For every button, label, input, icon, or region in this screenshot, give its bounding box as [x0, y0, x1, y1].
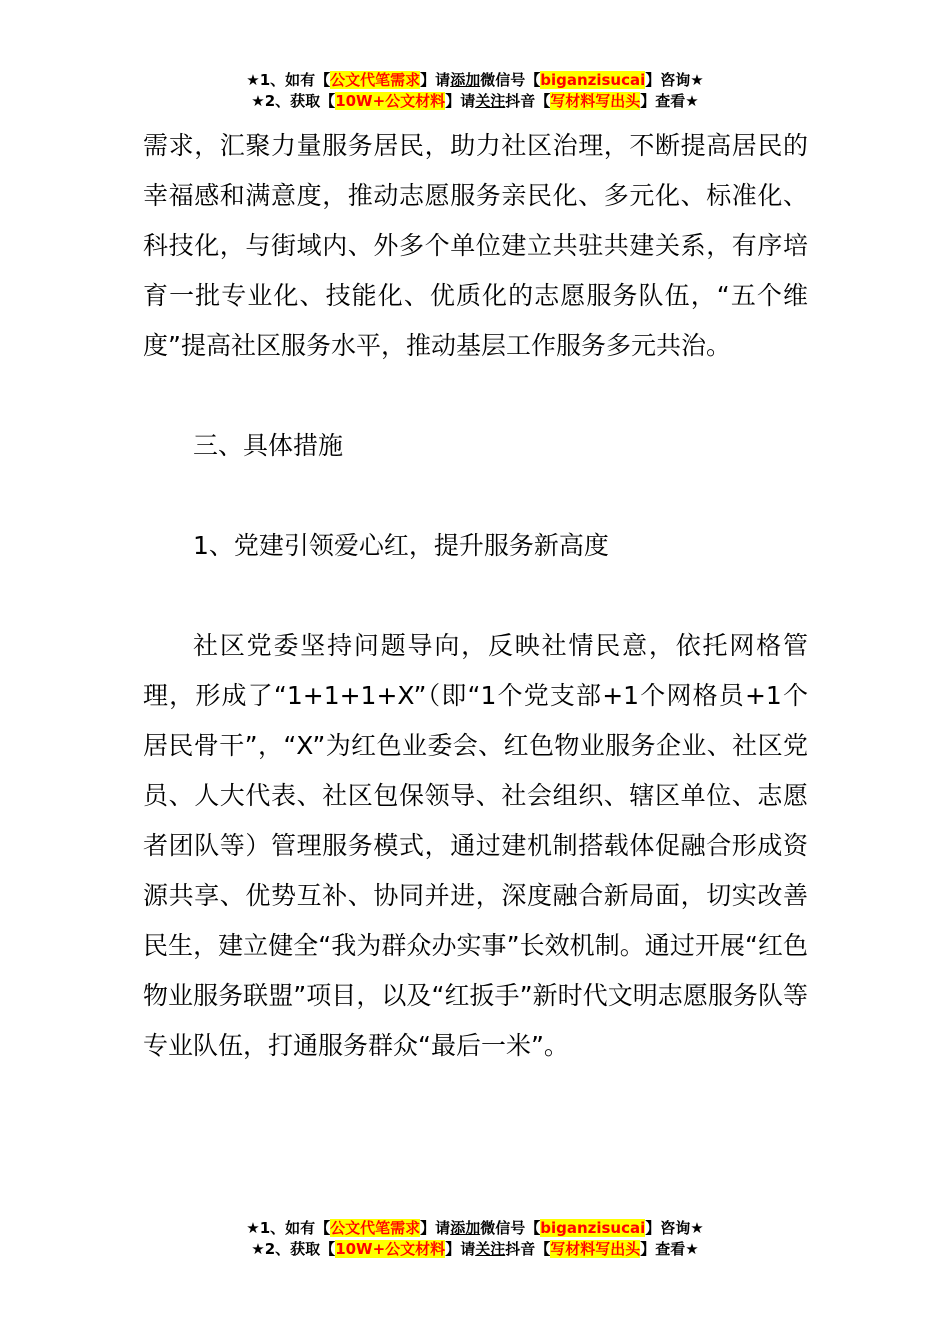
promo-highlight-materials: 10W+公文材料 [335, 1240, 446, 1258]
paragraph-continued: 需求，汇聚力量服务居民，助力社区治理，不断提高居民的幸福感和满意度，推动志愿服务亲民化、多元化、标准化、科技化，与街域内、外多个单位建立共驻共建关系，有序培育一批专业化、技能化、优质化的志愿服务队伍，“五个维度”提高社区服务水平，推动基层工作服务多元共治。 [143, 131, 808, 360]
blank-line [143, 571, 808, 621]
header-promo [0, 70, 950, 112]
promo-text: ★1、如有【 [246, 71, 331, 89]
promo-underline-add: 添加 [450, 71, 481, 89]
promo-highlight-wechat-id: biganzisucai [540, 71, 646, 89]
promo-text: 抖音【 [505, 1240, 551, 1258]
promo-text: 抖音【 [505, 92, 551, 110]
promo-underline-follow: 关注 [475, 1240, 506, 1258]
promo-text: ★2、获取【 [251, 1240, 336, 1258]
section-heading: 三、具体措施 [193, 431, 344, 460]
promo-highlight-douyin-account: 写材料写出头 [550, 1240, 641, 1258]
footer-promo-line-1 [0, 1218, 950, 1239]
promo-text: ★1、如有【 [246, 1219, 331, 1237]
promo-highlight-materials: 10W+公文材料 [335, 92, 446, 110]
subheading: 1、党建引领爱心红，提升服务新高度 [193, 531, 609, 560]
promo-text: 】查看★ [640, 1240, 699, 1258]
promo-text: 微信号【 [480, 71, 541, 89]
blank-line [143, 471, 808, 521]
footer-promo [0, 1218, 950, 1260]
promo-text: 】请 [420, 1219, 451, 1237]
promo-highlight-service: 公文代笔需求 [330, 1219, 421, 1237]
promo-underline-follow: 关注 [475, 92, 506, 110]
promo-text: 微信号【 [480, 1219, 541, 1237]
promo-text: 】咨询★ [645, 1219, 704, 1237]
promo-text: 】请 [445, 1240, 476, 1258]
promo-text: 】请 [445, 92, 476, 110]
promo-text: 】查看★ [640, 92, 699, 110]
blank-line [143, 371, 808, 421]
footer-promo-line-2 [0, 1239, 950, 1260]
promo-underline-add: 添加 [450, 1219, 481, 1237]
promo-text: ★2、获取【 [251, 92, 336, 110]
promo-text: 】咨询★ [645, 71, 704, 89]
header-promo-line-1 [0, 70, 950, 91]
document-body [143, 121, 808, 1071]
promo-text: 】请 [420, 71, 451, 89]
promo-highlight-service: 公文代笔需求 [330, 71, 421, 89]
promo-highlight-wechat-id: biganzisucai [540, 1219, 646, 1237]
paragraph-main: 社区党委坚持问题导向，反映社情民意，依托网格管理，形成了“1+1+1+X”（即“1个党支部+1个网格员+1个居民骨干”，“X”为红色业委会、红色物业服务企业、社区党员、人大代表、社区包保领导、社会组织、辖区单位、志愿者团队等）管理服务模式，通过建机制搭载体促融合形成资源共享、优势互补、协同并进，深度融合新局面，切实改善民生，建立健全“我为群众办实事”长效机制。通过开展“红色物业服务联盟”项目，以及“红扳手”新时代文明志愿服务队等专业队伍，打通服务群众“最后一米”。 [143, 631, 808, 1060]
header-promo-line-2 [0, 91, 950, 112]
promo-highlight-douyin-account: 写材料写出头 [550, 92, 641, 110]
